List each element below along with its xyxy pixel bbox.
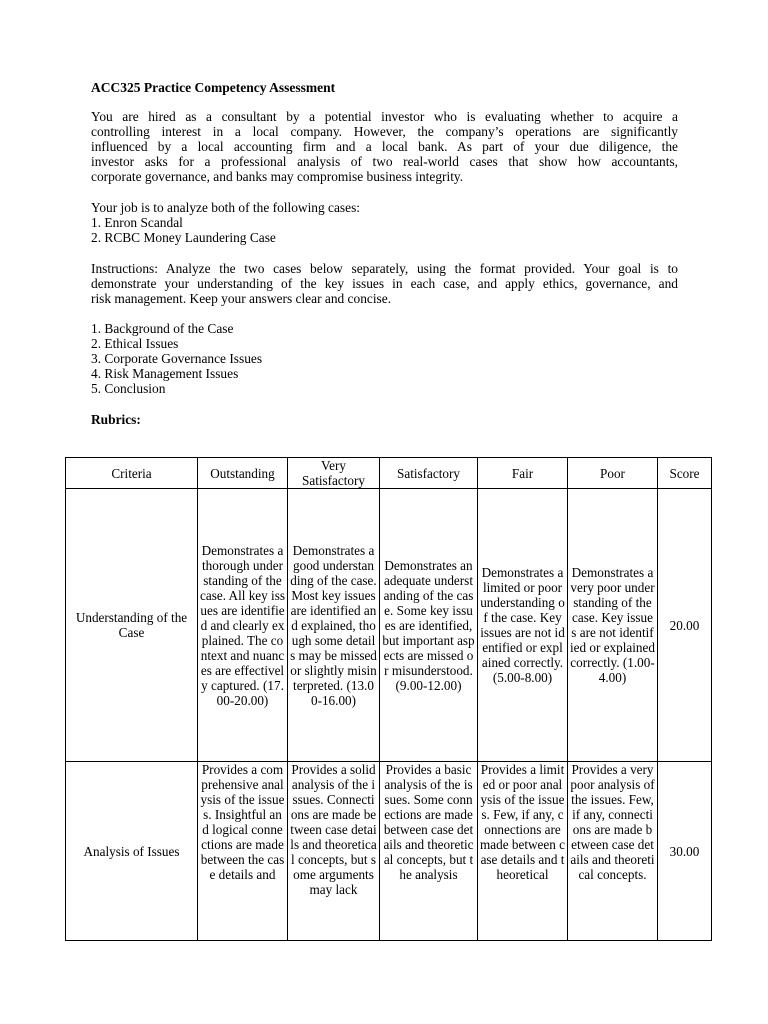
intro-line: You are hired as a consultant by a potential investor who is evaluating whether to acquire a	[91, 109, 678, 124]
poor-cell	[568, 762, 658, 941]
criteria-cell: Understanding of the Case	[66, 489, 198, 762]
very-satisfactory-cell	[288, 762, 380, 941]
header-very-satisfactory: Very Satisfactory	[288, 458, 380, 489]
case-item: 1. Enron Scandal	[91, 215, 183, 230]
intro-paragraph	[91, 109, 678, 184]
outstanding-cell	[198, 762, 288, 941]
table-row	[66, 762, 712, 941]
fair-cell	[478, 762, 568, 941]
header-outstanding: Outstanding	[198, 458, 288, 489]
format-item: 2. Ethical Issues	[91, 336, 179, 351]
criteria-cell: Analysis of Issues	[66, 762, 198, 941]
poor-cell: Demonstrates a very poor understanding of the case. Key issues are not identified or explained correctly. (1.00-4.00)	[568, 489, 658, 762]
header-score: Score	[658, 458, 712, 489]
format-item: 1. Background of the Case	[91, 321, 234, 336]
very-satisfactory-text: Provides a solid analysis of the issues. Connections are made between case details and theoretical concepts, but some arguments may lack	[290, 762, 377, 897]
page-title: ACC325 Practice Competency Assessment	[91, 80, 336, 95]
poor-text: Provides a very poor analysis of the issues. Few, if any, connections are made between case details and theoretical concepts.	[570, 762, 655, 882]
header-poor: Poor	[568, 458, 658, 489]
satisfactory-text: Provides a basic analysis of the issues. Some connections are made between case details and theoretical concepts, but the analysis	[383, 762, 474, 882]
table-row	[66, 489, 712, 762]
header-criteria: Criteria	[66, 458, 198, 489]
very-satisfactory-cell: Demonstrates a good understanding of the case. Most key issues are identified and explained, though some details may be missed or slightly misinterpreted. (13.00-16.00)	[288, 489, 380, 762]
score-cell: 30.00	[658, 762, 712, 941]
instructions-line: Instructions: Analyze the two cases below separately, using the format provided. Your goal is to	[91, 261, 678, 276]
intro-line: influenced by a local accounting firm and a local bank. As part of your due diligence, the	[91, 139, 678, 154]
header-fair: Fair	[478, 458, 568, 489]
rubric-header-row	[66, 458, 712, 489]
instructions-paragraph	[91, 261, 678, 306]
rubrics-heading: Rubrics:	[91, 412, 141, 427]
case-list	[91, 215, 276, 245]
outstanding-cell: Demonstrates a thorough understanding of the case. All key issues are identified and clearly explained. The context and nuances are effectively captured. (17.00-20.00)	[198, 489, 288, 762]
satisfactory-cell	[380, 762, 478, 941]
format-list	[91, 321, 262, 396]
case-item: 2. RCBC Money Laundering Case	[91, 230, 276, 245]
intro-line: corporate governance, and banks may compromise business integrity.	[91, 169, 464, 184]
fair-cell: Demonstrates a limited or poor understanding of the case. Key issues are not identified or explained correctly. (5.00-8.00)	[478, 489, 568, 762]
score-cell: 20.00	[658, 489, 712, 762]
format-item: 5. Conclusion	[91, 381, 166, 396]
job-text: Your job is to analyze both of the following cases:	[91, 200, 361, 215]
satisfactory-cell: Demonstrates an adequate understanding of the case. Some key issues are identified, but important aspects are missed or misunderstood. (9.00-12.00)	[380, 489, 478, 762]
instructions-line: demonstrate your understanding of the key issues in each case, and apply ethics, governance, and	[91, 276, 678, 291]
format-item: 3. Corporate Governance Issues	[91, 351, 263, 366]
fair-text: Provides a limited or poor analysis of the issues. Few, if any, connections are made between case details and theoretical	[480, 762, 565, 882]
header-satisfactory: Satisfactory	[380, 458, 478, 489]
instructions-line: risk management. Keep your answers clear and concise.	[91, 291, 392, 306]
format-item: 4. Risk Management Issues	[91, 366, 239, 381]
intro-line: controlling interest in a local company. However, the company’s operations are significantly	[91, 124, 678, 139]
intro-line: investor asks for a professional analysis of two real-world cases that show how accountants,	[91, 154, 678, 169]
outstanding-text: Provides a comprehensive analysis of the issues. Insightful and logical connections are made between the case details and	[200, 762, 285, 882]
rubric-table	[65, 457, 712, 941]
